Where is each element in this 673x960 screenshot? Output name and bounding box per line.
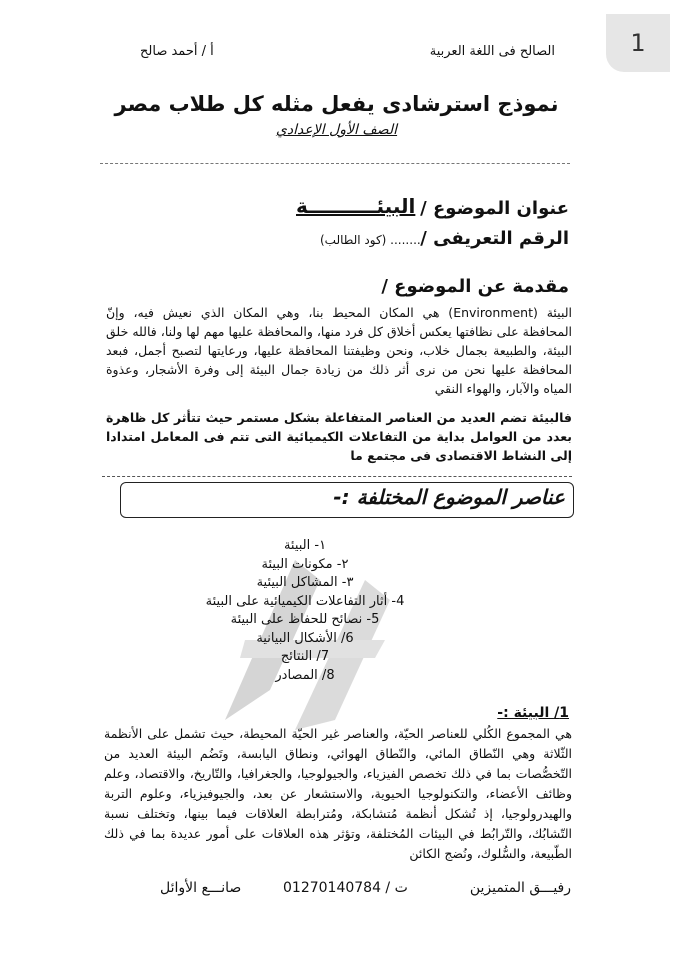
- list-item: 8/ المصادر: [275, 667, 335, 683]
- list-item: 4- أثار التفاعلات الكيميائية على البيئة: [205, 593, 405, 609]
- list-item: 6/ الأشكال البيانية: [256, 630, 354, 646]
- divider-top: [100, 163, 570, 164]
- student-id-label: الرقم التعريفى /: [420, 228, 569, 249]
- topic-name: البيئــــــــــة: [296, 194, 416, 218]
- section1-heading: 1/ البيئة :-: [497, 705, 569, 721]
- topic-label: عنوان الموضوع /: [420, 198, 569, 219]
- header-subject: الصالح فى اللغة العربية: [429, 44, 555, 59]
- page-title: نموذج استرشادى يفعل مثله كل طلاب مصر: [114, 92, 559, 116]
- divider-middle: [102, 476, 572, 477]
- elements-heading-box: [120, 482, 574, 518]
- page-number-badge: 1: [606, 14, 670, 72]
- header-teacher: أ / أحمد صالح: [140, 44, 214, 59]
- intro-paragraph-2: فالبيئة تضم العديد من العناصر المتفاعلة بشكل مستمر حيث تتأثر كل ظاهرة بعدد من العوامل بداية من التفاعلات الكيميائية التى تتم فى المعامل امتدادا إلى النشاط الاقتصادى فى مجتمع ما: [106, 410, 572, 463]
- intro-heading: مقدمة عن الموضوع /: [381, 276, 569, 297]
- footer-phone: ت / 01270140784: [283, 880, 408, 896]
- list-item: 5- نصائح للحفاظ على البيئة: [230, 612, 380, 627]
- list-item: ١- البيئة: [283, 538, 327, 553]
- footer-left-text: صانـــع الأوائل: [160, 880, 242, 896]
- list-item: ٢- مكونات البيئة: [261, 556, 349, 572]
- student-id-value: ........ (كود الطالب): [320, 233, 421, 247]
- grade-subtitle: الصف الأول الإعدادي: [275, 122, 398, 138]
- elements-list: [180, 537, 430, 685]
- section1-paragraph: هي المجموع الكُلي للعناصر الحيّة، والعناصر غير الحيّة المحيطة، حيث تشمل على الأنظمة الثّلاثة وهي النّطاق المائي، والنّطاق الهوائي، ونطاق اليابسة، وتَضُم البيئة العديد من التّخصُّصات بما في ذلك تخصص الفيزياء، والجيولوجيا، والجغرافيا، والتّاريخ، والاقتصاد، وعلم وظائف الأعضاء، والتكنولوجيا الحيوية، والاستشعار عن بعد، والجيوفيزياء، وعلوم التربة والهيدرولوجيا، إذ تُشكل أنظمة مُتشابكة، ومُترابطة العلاقات فيما بينها، وتختلف نسبة التّشابُك، والتّرابُط في البيئات المُختلفة، وتؤثر هذه العلاقات على أمور عديدة بما في ذلك الطّبيعة، والسُّلوك، ونُضج الكائن: [104, 726, 572, 861]
- elements-heading: عناصر الموضوع المختلفة :-: [333, 485, 565, 509]
- intro-paragraph-1: البيئة (Environment) هي المكان المحيط بنا، وهي المكان الذي نعيش فيه، وإنّ المحافظة على نظافتها يعكس أخلاق كل فرد منها، والمحافظة عليها مهم لها ولنا، فالله خلق البيئة، والطبيعة بجمال خلاب، ونحن وظيفتنا المحافظة عليها، ورعايتها لتصبح أجمل، فبعد المحافظة عليها نحن من نرى أثر ذلك من زيادة جمال البيئة إلى وفرة الأشجار، وعذوة المياه والآبار، والهواء النقي: [106, 305, 573, 396]
- list-item: ٣- المشاكل البيئية: [256, 575, 354, 590]
- list-item: 7/ النتائج: [280, 649, 330, 664]
- footer-right-text: رفيـــق المتميزين: [469, 880, 571, 896]
